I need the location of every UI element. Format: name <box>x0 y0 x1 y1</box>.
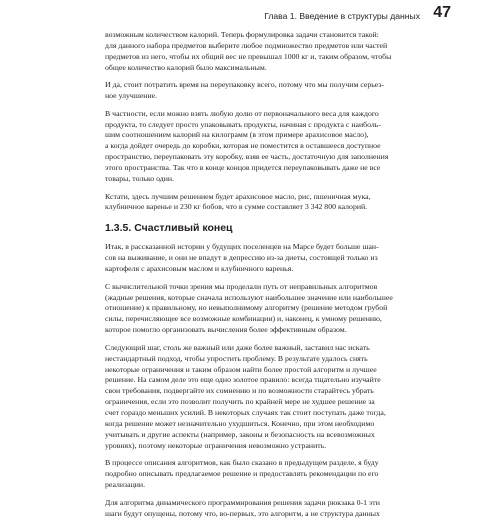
paragraph <box>105 282 433 337</box>
text-line: товары, только один. <box>105 174 174 184</box>
text-line: шаги будут опущены, потому что, во-первых, это алгоритм, а не структура данных <box>105 508 380 518</box>
text-line: а когда дойдет очередь до коробки, которая не поместится в оставшееся доступное <box>105 141 381 151</box>
paragraph <box>105 192 433 214</box>
text-line: И да, стоит потратить время на переупаковку всего, потому что мы получим серьез- <box>105 80 385 90</box>
text-line: сов на выживание, и они не впадут в депрессию из-за диеты, состоящей только из <box>105 253 378 263</box>
text-line: картофеля с арахисовым маслом и клубничного варенья. <box>105 264 294 274</box>
paragraph <box>105 109 433 185</box>
text-line: решение. На самом деле это еще одно золотое правило: всегда тщательно изучайте <box>105 375 381 385</box>
body-text <box>105 30 433 526</box>
text-line: возможным количеством калорий. Теперь формулировка задачи становится такой: <box>105 30 379 39</box>
paragraph <box>105 343 433 452</box>
text-line: Кстати, здесь лучшим решением будет арахисовое масло, рис, пшеничная мука, <box>105 191 371 201</box>
text-line: подробно описывать предлагаемое решение и предоставлять рекомендации по его <box>105 469 379 479</box>
text-line: некоторые ограничения и таким образом найти более простой алгоритм и лучшее <box>105 364 377 374</box>
text-line: нестандартный подход, чтобы упростить проблему. В результате удалось снять <box>105 353 368 363</box>
paragraph <box>105 458 433 491</box>
text-line: общее количество калорий было максимальным. <box>105 62 267 72</box>
text-line: С вычислительной точки зрения мы проделали путь от неправильных алгоритмов <box>105 281 378 291</box>
text-line: учитывать и другие аспекты (например, законы и безопасность на всевозможных <box>105 429 375 439</box>
paragraph <box>105 242 433 275</box>
text-line: Для алгоритма динамического программирования решения задачи рюкзака 0-1 эти <box>105 497 380 507</box>
text-line: силы, перечисляющее все возможные комбинации) и, наконец, к умному решению, <box>105 314 382 324</box>
text-line: уровнях), поэтому некоторые ограничения невозможно устранить. <box>105 440 327 450</box>
text-line: шим соотношением калорий на килограмм (в этом примере арахисовое масло), <box>105 130 369 140</box>
text-line: этого пространства. Так что в конце концов придется переупаковывать даже не все <box>105 163 381 173</box>
section-heading: 1.3.5. Счастливый конец <box>105 222 233 235</box>
paragraphs-before-heading <box>105 30 433 213</box>
text-line: счет гораздо меньших усилий. В некоторых случаях так стоит поступать даже тогда, <box>105 408 386 418</box>
text-line: отношение) к правильному, но невыполнимому алгоритму (решение методом грубой <box>105 303 388 313</box>
text-line: Итак, в рассказанной истории у будущих поселенцев на Марсе будет больше шан- <box>105 242 379 252</box>
text-line: для данного набора предметов выберите любое подмножество предметов или частей <box>105 40 388 50</box>
text-line: предметов из него, чтобы их общий вес не превышал 1000 кг и, таким образом, чтобы <box>105 51 392 61</box>
text-line: (жадные решения, которые сначала используют наибольшее значение или наибольшее <box>105 292 393 302</box>
text-line: когда решение может незначительно ухудшиться. Конечно, при этом необходимо <box>105 419 375 429</box>
paragraph <box>105 30 433 74</box>
page-number: 47 <box>433 4 451 21</box>
paragraph <box>105 80 433 102</box>
text-line: В частности, если можно взять любую долю от первоначального веса для каждого <box>105 108 379 118</box>
text-line: реализации. <box>105 480 146 490</box>
text-line: продукта, то следует просто упаковывать продукты, начиная с продукта с наиболь- <box>105 119 381 129</box>
chapter-title: Глава 1. Введение в структуры данных <box>264 11 420 21</box>
text-line: клубничное варенье и 230 кг бобов, что в сумме составляет 3 342 800 калорий. <box>105 202 368 212</box>
paragraph <box>105 498 433 520</box>
text-line: Следующий шаг, столь же важный или даже более важный, заставил нас искать <box>105 342 370 352</box>
text-line: В процессе описания алгоритмов, как было сказано в предыдущем разделе, я буду <box>105 458 379 468</box>
paragraphs-after-heading <box>105 242 433 519</box>
text-line: ное улучшение. <box>105 91 158 101</box>
text-line: которое помогло организовать вычисления более эффективным образом. <box>105 325 347 335</box>
text-line: пространство, переупаковать эту коробку, взяв ее часть, достаточную для заполнения <box>105 152 389 162</box>
text-line: ограничения, если это позволит получить по крайней мере не худшее решение за <box>105 397 375 407</box>
text-line: свои требования, подвергайте их сомнению и по возможности старайтесь убрать <box>105 386 374 396</box>
